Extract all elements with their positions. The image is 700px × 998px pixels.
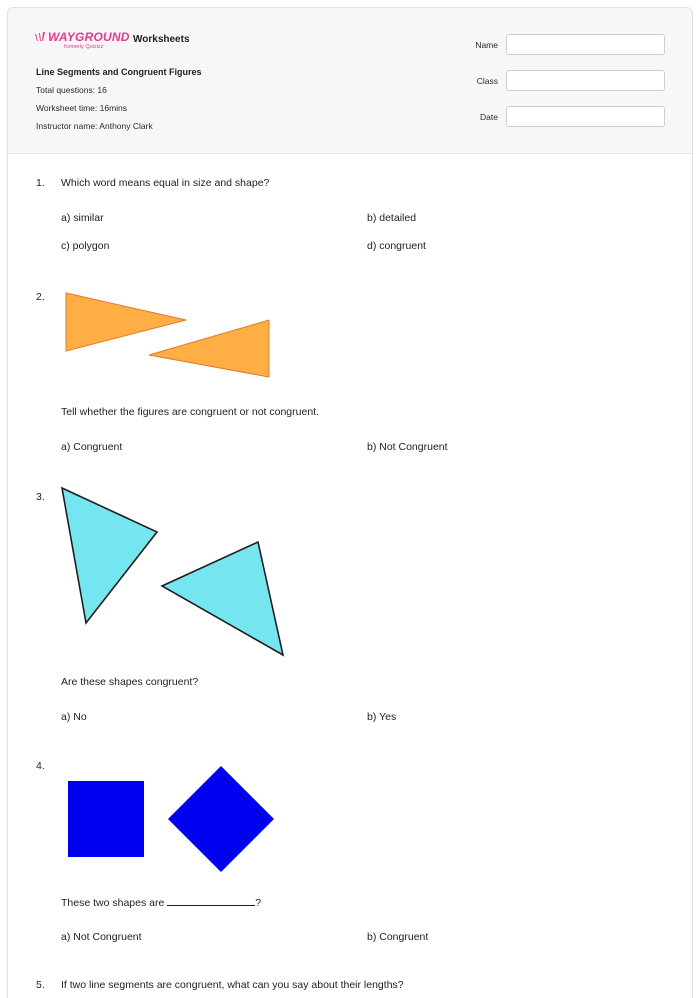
question-4-text — [61, 895, 261, 909]
date-label: Date — [480, 112, 498, 122]
question-3-text: Are these shapes congruent? — [61, 676, 199, 688]
worksheet-title: Line Segments and Congruent Figures — [36, 67, 202, 77]
question-2-option-a[interactable]: a) Congruent — [61, 441, 123, 453]
instructor-name: Instructor name: Anthony Clark — [36, 121, 153, 131]
question-2-option-b[interactable]: b) Not Congruent — [367, 441, 448, 453]
logo-wordmark: WAYGROUND — [48, 30, 130, 44]
question-4-figure — [8, 8, 692, 998]
question-1-option-c[interactable]: c) polygon — [61, 240, 110, 252]
question-4-option-b[interactable]: b) Congruent — [367, 931, 429, 943]
question-5-number: 5. — [36, 979, 45, 991]
question-4-text-after: ? — [255, 897, 262, 909]
worksheet — [7, 7, 693, 998]
class-label: Class — [476, 76, 498, 86]
section-label: Worksheets — [133, 34, 190, 45]
name-label: Name — [475, 40, 498, 50]
question-3-number: 3. — [36, 491, 45, 503]
question-1-text: Which word means equal in size and shape? — [61, 177, 270, 189]
question-2-text: Tell whether the figures are congruent or not congruent. — [61, 406, 319, 418]
answer-blank — [167, 895, 255, 906]
question-5-text: If two line segments are congruent, what can you say about their lengths? — [61, 979, 404, 991]
logo-subtitle: formerly Quizizz — [64, 44, 104, 50]
question-2-number: 2. — [36, 291, 45, 303]
question-1-number: 1. — [36, 177, 45, 189]
worksheet-time: Worksheet time: 16mins — [36, 103, 128, 113]
question-1-option-a[interactable]: a) similar — [61, 212, 104, 224]
question-3-option-a[interactable]: a) No — [61, 711, 87, 723]
question-4-number: 4. — [36, 760, 45, 772]
question-3-option-b[interactable]: b) Yes — [367, 711, 397, 723]
question-4-text-before: These two shapes are — [61, 897, 168, 909]
question-1-option-d[interactable]: d) congruent — [367, 240, 426, 252]
blue-square — [68, 781, 144, 857]
question-4-option-a[interactable]: a) Not Congruent — [61, 931, 142, 943]
question-1-option-b[interactable]: b) detailed — [367, 212, 417, 224]
blue-diamond — [168, 766, 274, 872]
total-questions: Total questions: 16 — [36, 85, 107, 95]
